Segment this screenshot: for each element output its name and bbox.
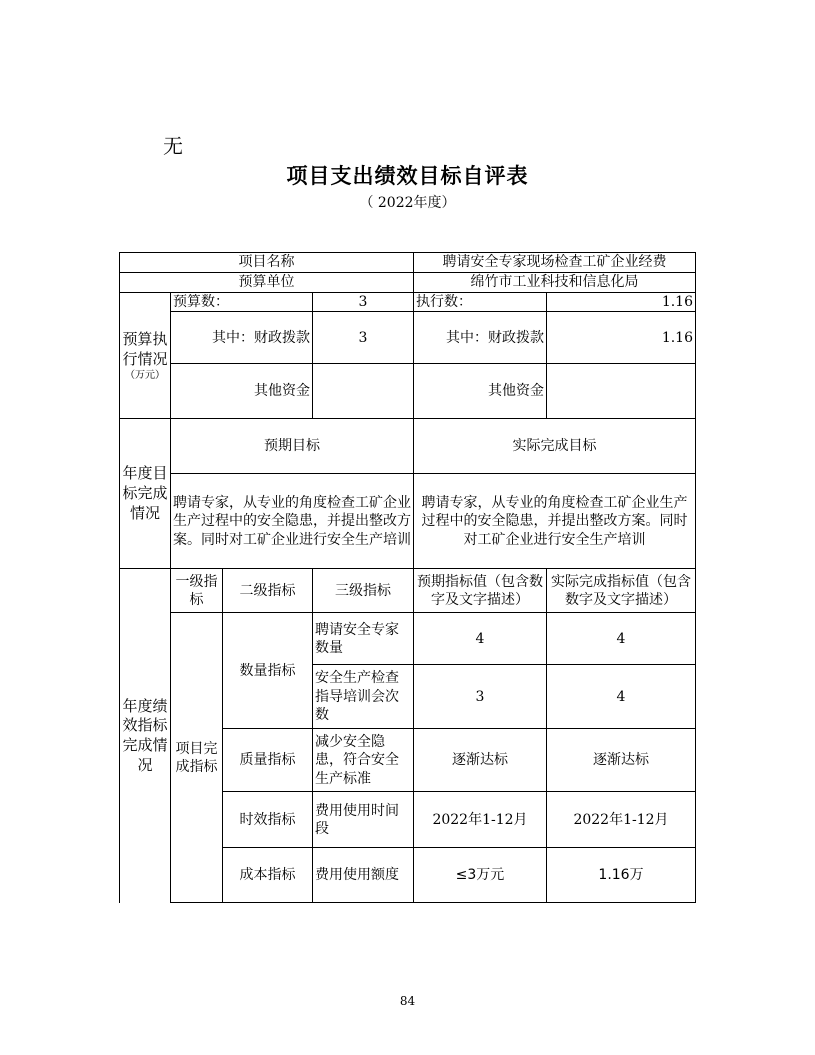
table-row [120, 253, 696, 273]
expected-indicator-value: 2022年1-12月 [414, 792, 547, 848]
level2-indicator: 数量指标 [223, 613, 313, 729]
indicator-section-label: 年度绩效指标完成情况 [120, 569, 171, 903]
table-row [120, 569, 696, 613]
budget-unit-label: 预算单位 [120, 273, 414, 293]
level1-indicator: 项目完成指标 [171, 613, 223, 903]
executed-amount-label: 执行数： [414, 293, 547, 312]
col-header-expected: 预期指标值（包含数字及文字描述） [414, 569, 547, 613]
col-header-level2: 二级指标 [223, 569, 313, 613]
actual-indicator-value: 4 [547, 613, 696, 665]
level3-indicator: 费用使用额度 [313, 848, 414, 903]
table-row [120, 613, 696, 665]
budget-execution-label [120, 293, 171, 419]
fiscal-allocation-executed: 1.16 [547, 312, 696, 364]
budget-amount-label: 预算数： [171, 293, 313, 312]
executed-amount-value: 1.16 [547, 293, 696, 312]
actual-goal-text: 聘请专家，从专业的角度检查工矿企业生产过程中的安全隐患，并提出整改方案。同时对工矿企业进行安全生产培训 [414, 474, 696, 569]
level2-indicator: 时效指标 [223, 792, 313, 848]
table-row [120, 312, 696, 364]
col-header-level3: 三级指标 [313, 569, 414, 613]
fiscal-allocation-executed-label: 其中：财政拨款 [414, 312, 547, 364]
budget-amount-value: 3 [313, 293, 414, 312]
table-row [120, 273, 696, 293]
table-row [120, 364, 696, 419]
actual-indicator-value: 逐渐达标 [547, 729, 696, 792]
other-funds-label: 其他资金 [171, 364, 313, 419]
level3-indicator: 减少安全隐患，符合安全生产标准 [313, 729, 414, 792]
note-wu: 无 [163, 134, 183, 158]
table-row [120, 419, 696, 474]
level3-indicator: 安全生产检查指导培训会次数 [313, 665, 414, 729]
actual-indicator-value: 4 [547, 665, 696, 729]
actual-indicator-value: 1.16万 [547, 848, 696, 903]
other-funds-executed-label: 其他资金 [414, 364, 547, 419]
budget-unit-value: 绵竹市工业科技和信息化局 [414, 273, 696, 293]
other-funds-budget [313, 364, 414, 419]
col-header-level1: 一级指标 [171, 569, 223, 613]
actual-goal-header: 实际完成目标 [414, 419, 696, 474]
actual-indicator-value: 2022年1-12月 [547, 792, 696, 848]
expected-indicator-value: 逐渐达标 [414, 729, 547, 792]
fiscal-allocation-label: 其中：财政拨款 [171, 312, 313, 364]
project-name-value: 聘请安全专家现场检查工矿企业经费 [414, 253, 696, 273]
col-header-actual: 实际完成指标值（包含数字及文字描述） [547, 569, 696, 613]
annual-goal-label: 年度目标完成情况 [120, 419, 171, 569]
level2-indicator: 成本指标 [223, 848, 313, 903]
level3-indicator: 聘请安全专家数量 [313, 613, 414, 665]
budget-execution-title: 预算执行情况 [122, 329, 168, 368]
expected-indicator-value: 3 [414, 665, 547, 729]
budget-execution-unit: （万元） [125, 369, 165, 381]
expected-goal-text: 聘请专家，从专业的角度检查工矿企业生产过程中的安全隐患，并提出整改方案。同时对工矿企业进行安全生产培训 [171, 474, 414, 569]
page-number: 84 [399, 994, 416, 1008]
other-funds-executed [547, 364, 696, 419]
expected-indicator-value: ≤3万元 [414, 848, 547, 903]
fiscal-year: （ 2022年度） [359, 195, 456, 211]
page-title: 项目支出绩效目标自评表 [286, 164, 529, 188]
fiscal-allocation-budget: 3 [313, 312, 414, 364]
project-name-label: 项目名称 [120, 253, 414, 273]
expected-goal-header: 预期目标 [171, 419, 414, 474]
table-row [120, 293, 696, 312]
level3-indicator: 费用使用时间段 [313, 792, 414, 848]
level2-indicator: 质量指标 [223, 729, 313, 792]
table-row [120, 474, 696, 569]
performance-table [119, 252, 696, 903]
expected-indicator-value: 4 [414, 613, 547, 665]
